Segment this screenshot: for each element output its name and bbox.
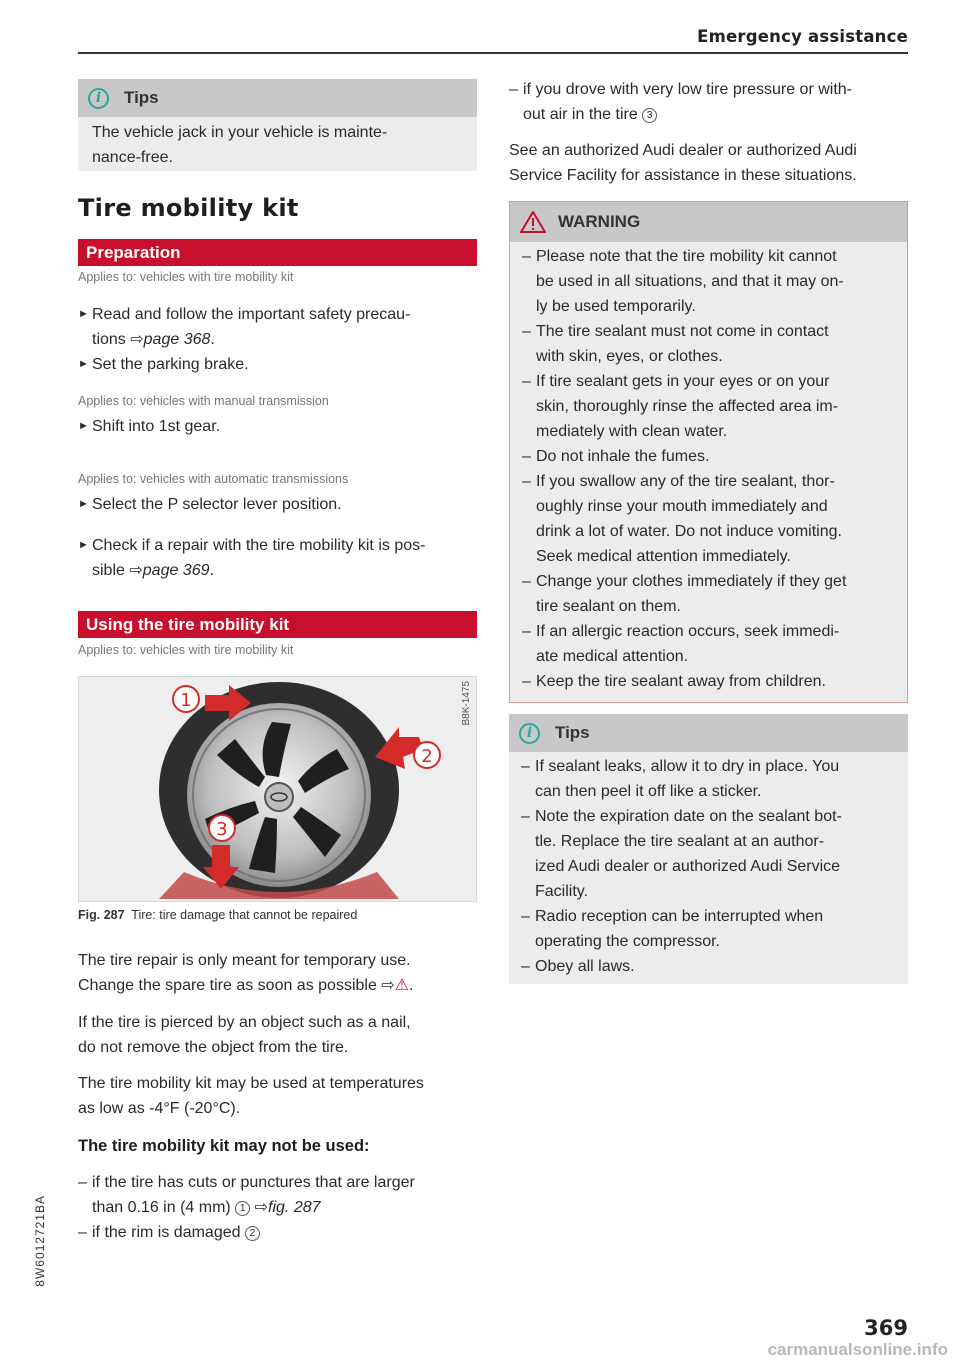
tips-box-jack [78,79,477,171]
document-code: 8W6012721BA [33,1195,47,1287]
list-item: – If an allergic reaction occurs, seek immedi- ate medical attention. [522,619,895,669]
tire-illustration [79,677,476,901]
warning-triangle-icon [520,211,546,233]
list-item: – Obey all laws. [521,954,896,979]
list-line: tire sealant on them. [536,598,681,615]
tips-heading: Tips [124,88,159,107]
info-icon: i [519,723,540,744]
list-line: skin, thoroughly rinse the affected area im- [536,398,839,415]
list-item: – If tire sealant gets in your eyes or on your skin, thoroughly rinse the affected area im- mediately with clean water. [522,369,895,444]
list-line: mediately with clean water. [536,423,728,440]
list-line: drink a lot of water. Do not induce vomiting. [536,523,842,540]
figure-caption-text: Tire: tire damage that cannot be repaired [131,908,358,922]
applies-to-note: Applies to: vehicles with automatic transmissions [78,472,349,486]
list-line: Do not inhale the fumes. [536,448,710,465]
list-line: can then peel it off like a sticker. [535,783,762,800]
marker-label-3: 3 [216,819,228,840]
list-item: – If you swallow any of the tire sealant, thor- oughly rinse your mouth immediately and drink a lot of water. Do not induce vomiting. Seek medical attention immediately. [522,469,895,569]
paragraph-temporary-use: The tire repair is only meant for temporary use. Change the spare tire as soon as possible ⇨⚠. [78,948,477,998]
step-item: ► Read and follow the important safety precau- tions ⇨page 368. [78,302,482,352]
circled-number: 2 [245,1226,260,1241]
figure-reference-link[interactable]: fig. 287 [268,1199,321,1216]
applies-to-note: Applies to: vehicles with tire mobility kit [78,270,294,284]
list-line: Seek medical attention immediately. [536,548,791,565]
step-triangle-icon: ► [78,539,89,551]
tips-list [509,752,908,987]
list-item: – Radio reception can be interrupted when operating the compressor. [521,904,896,954]
list-item: – if the rim is damaged 2 [78,1220,477,1245]
list-line: Note the expiration date on the sealant bot- [535,808,842,825]
paragraph-temperature [78,1071,477,1121]
list-line: If sealant leaks, allow it to dry in place. You [535,758,840,775]
arrow-reference-icon: ⇨ [130,331,144,348]
list-line: If tire sealant gets in your eyes or on your [536,373,830,390]
not-used-list-continued [509,77,908,127]
list-item: – Please note that the tire mobility kit cannot be used in all situations, and that it may on- ly be used temporarily. [522,244,895,319]
step-item [78,414,482,439]
step-triangle-icon: ► [78,358,89,370]
paragraph-line: See an authorized Audi dealer or authorized Audi [509,142,857,159]
page-reference-link[interactable]: page 368 [143,331,211,348]
tips-text [78,117,477,180]
paragraph-line: do not remove the object from the tire. [78,1039,349,1056]
section-title: Tire mobility kit [78,194,299,222]
figure-tire-damage [78,676,477,902]
step-triangle-icon: ► [78,498,89,510]
not-used-list [78,1170,477,1245]
list-line: be used in all situations, and that it may on- [536,273,844,290]
paragraph-nail [78,1010,477,1060]
paragraph-line: The tire repair is only meant for temporary use. [78,952,411,969]
warning-list [510,242,907,702]
step-item [78,492,482,517]
paragraph-line: Service Facility for assistance in these situations. [509,167,857,184]
header-rule [78,52,908,54]
figure-caption [78,908,357,922]
list-item: – Note the expiration date on the sealant bot- tle. Replace the tire sealant at an author- ized Audi dealer or authorized Audi Service Facility. [521,804,896,904]
list-item: – The tire sealant must not come in contact with skin, eyes, or clothes. [522,319,895,369]
warning-header [510,202,907,242]
arrow-reference-icon: ⇨ [254,1199,269,1216]
list-line: if you drove with very low tire pressure or with- [523,81,852,98]
chapter-title: Emergency assistance [697,27,908,46]
list-line: ly be used temporarily. [536,298,696,315]
step-triangle-icon: ► [78,308,89,320]
list-item: – if you drove with very low tire pressure or with- out air in the tire 3 [509,77,908,127]
figure-label: Fig. 287 [78,908,125,922]
step-line: Select the P selector lever position. [92,496,342,513]
hub-cap [265,783,293,811]
arrow-reference-icon: ⇨ [381,977,395,994]
step-triangle-icon: ► [78,420,89,432]
list-line: operating the compressor. [535,933,720,950]
tips-header [78,79,477,117]
step-line: Read and follow the important safety precau- [92,306,411,323]
paragraph-line: The tire mobility kit may be used at temperatures [78,1075,424,1092]
not-used-heading: The tire mobility kit may not be used: [78,1137,370,1155]
list-line: ized Audi dealer or authorized Audi Service [535,858,841,875]
list-line: The tire sealant must not come in contact [536,323,829,340]
tips-box-sealant [509,714,908,984]
list-line: If you swallow any of the tire sealant, thor- [536,473,835,490]
marker-label-1: 1 [180,690,192,711]
step-line: Shift into 1st gear. [92,418,221,435]
warning-triangle-icon[interactable]: ⚠ [394,977,410,994]
tips-heading: Tips [555,723,590,742]
list-line: Radio reception can be interrupted when [535,908,824,925]
using-kit-header: Using the tire mobility kit [78,611,477,638]
tips-line: The vehicle jack in your vehicle is mainte- [92,124,388,141]
step-line: sible [92,562,130,579]
list-line: If an allergic reaction occurs, seek immedi- [536,623,840,640]
step-item [78,352,482,377]
list-line: Keep the tire sealant away from children. [536,673,826,690]
paragraph-line: If the tire is pierced by an object such as a nail, [78,1014,411,1031]
list-line: Change your clothes immediately if they get [536,573,847,590]
list-line: if the tire has cuts or punctures that are larger [92,1174,415,1191]
list-item: – if the tire has cuts or punctures that are larger than 0.16 in (4 mm) 1 ⇨fig. 287 [78,1170,477,1220]
list-line: Please note that the tire mobility kit cannot [536,248,837,265]
list-line: tle. Replace the tire sealant at an author- [535,833,825,850]
list-line: Facility. [535,883,589,900]
arrow-reference-icon: ⇨ [129,562,143,579]
circled-number: 3 [642,108,657,123]
circled-number: 1 [235,1201,250,1216]
list-item: – Do not inhale the fumes. [522,444,895,469]
applies-to-note: Applies to: vehicles with manual transmission [78,394,329,408]
tips-line: nance-free. [92,149,173,166]
list-line: with skin, eyes, or clothes. [536,348,723,365]
page-reference-link[interactable]: page 369 [142,562,210,579]
list-item: – If sealant leaks, allow it to dry in place. You can then peel it off like a sticker. [521,754,896,804]
preparation-header: Preparation [78,239,477,266]
watermark-text: carmanualsonline.info [767,1340,948,1359]
paragraph-line: as low as -4°F (-20°C). [78,1100,241,1117]
step-line: Check if a repair with the tire mobility kit is pos- [92,537,426,554]
list-line: than 0.16 in (4 mm) [92,1199,236,1216]
list-item: – Change your clothes immediately if they get tire sealant on them. [522,569,895,619]
warning-box [509,201,908,703]
list-line: oughly rinse your mouth immediately and [536,498,828,515]
list-item: – Keep the tire sealant away from children. [522,669,895,694]
list-line: Obey all laws. [535,958,635,975]
list-line: if the rim is damaged [92,1224,245,1241]
figure-code: B8K-1475 [461,681,472,726]
warning-heading: WARNING [558,212,641,231]
list-line: out air in the tire [523,106,643,123]
applies-to-note: Applies to: vehicles with tire mobility kit [78,643,294,657]
step-item: ► Check if a repair with the tire mobility kit is pos- sible ⇨page 369. [78,533,491,583]
step-line: tions [92,331,131,348]
paragraph-see-dealer [509,138,908,188]
page-number: 369 [864,1316,908,1340]
info-icon: i [88,88,109,109]
list-line: ate medical attention. [536,648,689,665]
tips-header [509,714,908,752]
step-line: Set the parking brake. [92,356,249,373]
marker-label-2: 2 [421,746,433,767]
paragraph-line: Change the spare tire as soon as possible [78,977,382,994]
